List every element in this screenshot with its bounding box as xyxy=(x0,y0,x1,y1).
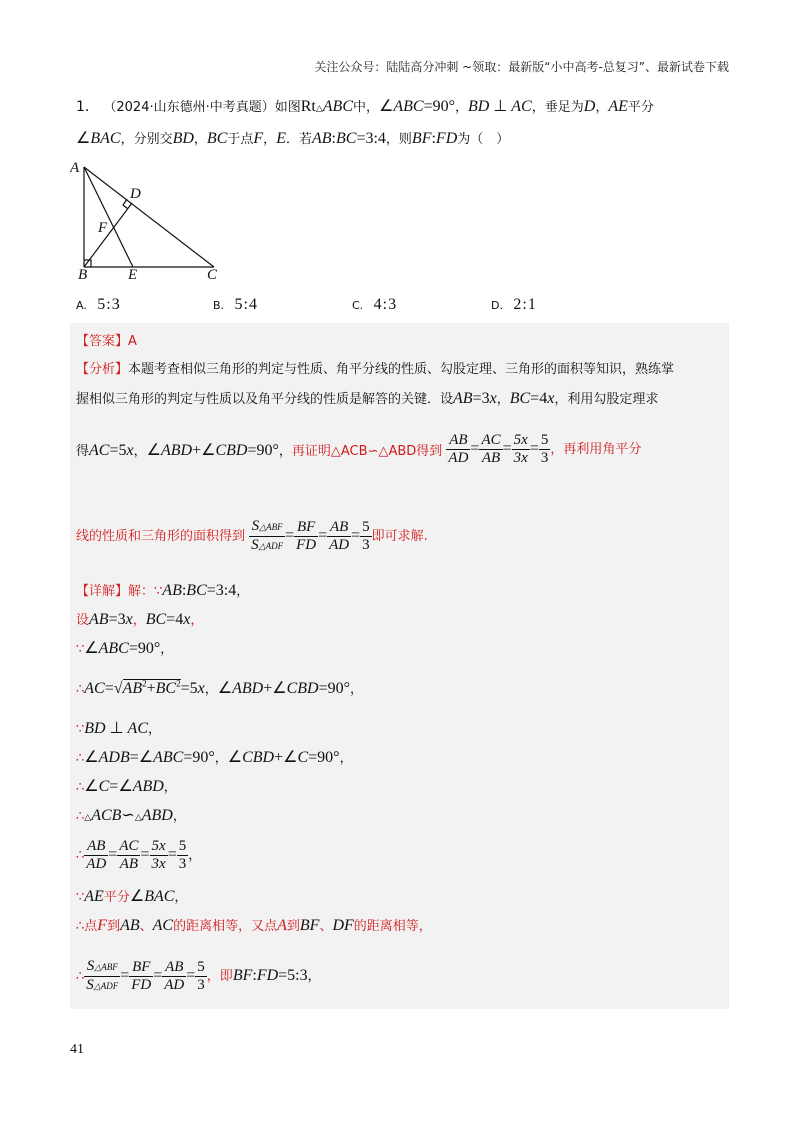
label-b: B xyxy=(78,267,88,280)
geometry-figure xyxy=(70,155,230,280)
question-line-2: ∠BAC，分别交BD，BC于点F，E．若AB:BC=3:4，则BF:FD为（ ） xyxy=(76,130,510,147)
option-value: 5:4 xyxy=(234,296,258,313)
detail-line-7: ∴∠C=∠ABD， xyxy=(76,778,177,795)
detail-line-10: ∵AE平分∠BAC， xyxy=(76,888,188,905)
detail-line-3: ∵∠ABC=90°， xyxy=(76,640,174,657)
option-letter: B. xyxy=(213,299,225,312)
detail-line-9: ∴ $\frac{AB}{AD}$ = $\frac{AC}{AB}$ = $\frac{5x}{3x}$ = $\frac{5}{3}$ ， xyxy=(76,838,202,872)
page-number: 41 xyxy=(70,1042,84,1057)
option-value: 5:3 xyxy=(97,296,121,313)
label-e: E xyxy=(128,267,138,280)
answer-line xyxy=(76,330,137,349)
segment-bd xyxy=(84,203,132,267)
option-b[interactable] xyxy=(213,296,258,314)
detail-tag: 【详解】 xyxy=(76,584,129,599)
answer-tag: 【答案】 xyxy=(76,334,129,349)
segment-ac xyxy=(84,167,214,267)
option-d[interactable] xyxy=(491,296,537,314)
label-f: F xyxy=(98,220,108,236)
question-number: 1． xyxy=(76,99,99,115)
detail-line-8: ∴△ACB∽△ABD， xyxy=(76,807,186,824)
detail-line-5: ∵BD ⊥ AC， xyxy=(76,720,162,737)
detail-line-1: 【详解】解：∵AB:BC=3:4， xyxy=(76,582,250,599)
page-header: 关注公众号：陆陆高分冲刺 ~领取：最新版“小中高考-总复习”、最新试卷下载 xyxy=(314,60,729,74)
detail-line-12: ∴ $\frac{\text{S△ABF}}{\text{S△ADF}}$ = $\frac{BF}{FD}$ = $\frac{AB}{AD}$ = $\frac{5}{3}$ ，即BF:FD=5:3， xyxy=(76,958,321,993)
label-d: D xyxy=(130,186,141,202)
option-a[interactable] xyxy=(76,296,121,314)
solution-panel xyxy=(70,323,729,1009)
answer-value: A xyxy=(128,334,137,349)
question-source: （2024·山东德州·中考真题）如图 xyxy=(103,100,301,115)
analysis-line-3: 得AC=5x，∠ABD+∠CBD=90°，再证明△ACB∽△ABD得到 $\frac{AB}{AD}$ = $\frac{AC}{AB}$ = $\frac{5x}{3x}$ = $\frac{5}{3}$ ，再利用角平分 xyxy=(76,432,642,466)
detail-line-6: ∴∠ADB=∠ABC=90°，∠CBD+∠C=90°， xyxy=(76,749,353,766)
analysis-line-4: 线的性质和三角形的面积得到 $\frac{\text{S△ABF}}{\text{S△ADF}}$ = $\frac{BF}{FD}$ = $\frac{AB}{AD}$ = $\frac{5}{3}$ 即可求解. xyxy=(76,518,428,553)
analysis-line-1 xyxy=(76,358,674,377)
detail-line-2: 设AB=3x，BC=4x， xyxy=(76,611,204,628)
detail-line-4: $\therefore AC=√AB^2+BC^2=5x$，∠ABD+∠CBD=90°， xyxy=(76,678,363,697)
detail-line-11: ∴点F到AB、AC的距离相等，又点A到BF、DF的距离相等， xyxy=(76,917,432,934)
option-letter: A. xyxy=(76,299,87,312)
analysis-tag: 【分析】 xyxy=(76,362,129,377)
question-line-1: 1． （2024·山东德州·中考真题）如图Rt△ABC中，∠ABC=90°，BD ⊥ AC，垂足为D，AE平分 xyxy=(76,98,654,115)
option-letter: D. xyxy=(491,299,503,312)
segment-ae xyxy=(84,167,133,267)
option-value: 4:3 xyxy=(373,296,398,313)
analysis-text: 本题考查相似三角形的判定与性质、角平分线的性质、勾股定理、三角形的面积等知识，熟练掌 xyxy=(128,362,675,377)
option-letter: C. xyxy=(352,299,364,312)
analysis-line-2: 握相似三角形的判定与性质以及角平分线的性质是解答的关键．设AB=3x，BC=4x，利用勾股定理求 xyxy=(76,390,659,407)
label-c: C xyxy=(207,267,218,280)
label-a: A xyxy=(70,160,80,176)
option-value: 2:1 xyxy=(513,296,537,313)
option-c[interactable] xyxy=(352,296,397,314)
